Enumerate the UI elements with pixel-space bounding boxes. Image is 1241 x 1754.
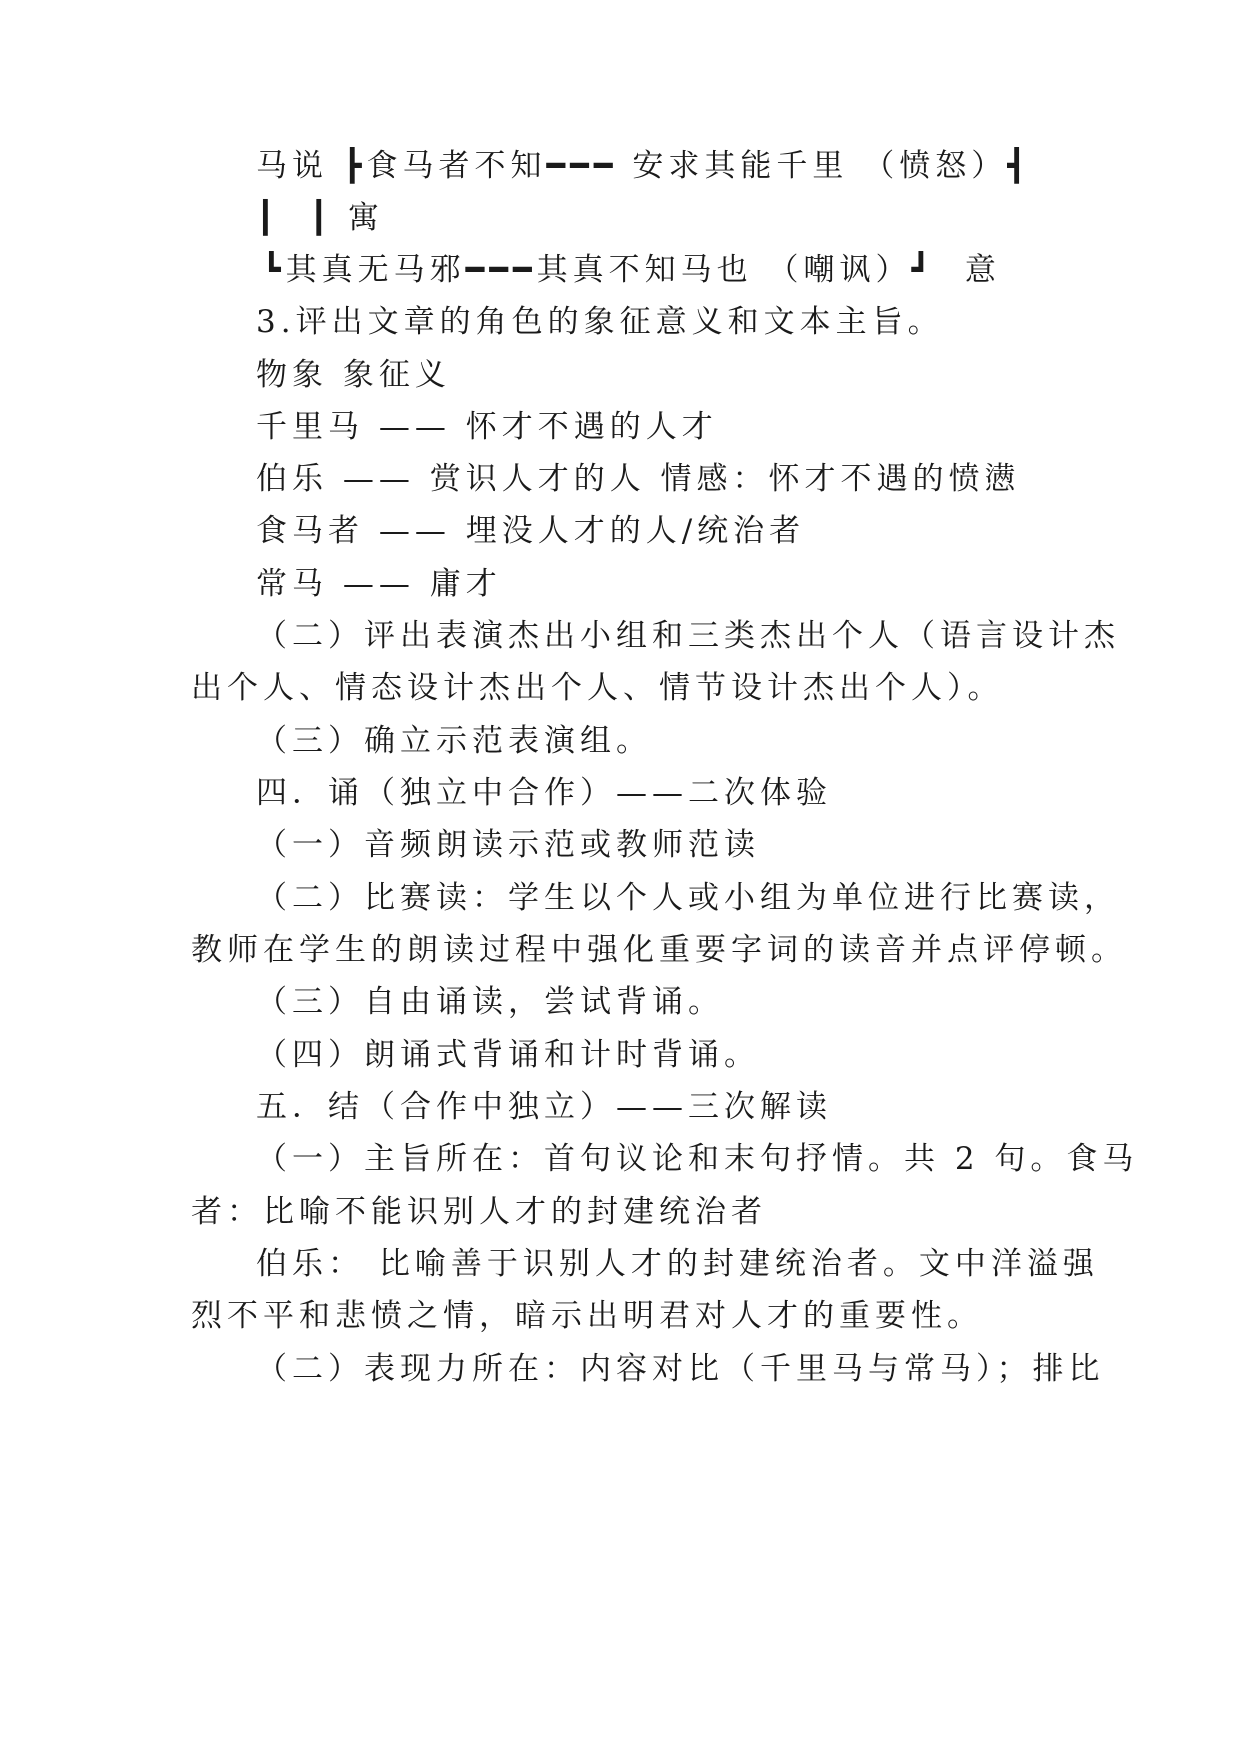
paragraph-line: （一）音频朗读示范或教师范读	[256, 827, 760, 863]
paragraph-line: （三）自由诵读，尝试背诵。	[256, 984, 724, 1020]
paragraph-line: （二）比赛读：学生以个人或小组为单位进行比赛读，	[256, 880, 1120, 916]
symbol-row: 千里马 —— 怀才不遇的人才	[256, 409, 718, 445]
paragraph-line: 烈不平和悲愤之情，暗示出明君对人才的重要性。	[191, 1298, 983, 1334]
paragraph-line: 出个人、情态设计杰出个人、情节设计杰出个人）。	[191, 670, 1004, 706]
section-heading: 五．结（合作中独立）——三次解读	[256, 1089, 832, 1125]
paragraph-line: （一）主旨所在：首句议论和末句抒情。共 2 句。食马	[256, 1141, 1139, 1177]
paragraph-line: （四）朗诵式背诵和计时背诵。	[256, 1037, 760, 1073]
symbol-row: 食马者 —— 埋没人才的人/统治者	[256, 513, 806, 549]
paragraph-line: （三）确立示范表演组。	[256, 723, 652, 759]
table-header: 物象 象征义	[256, 357, 451, 393]
paragraph-line: （二）表现力所在：内容对比（千里马与常马）；排比	[256, 1351, 1105, 1387]
paragraph-line: 者：比喻不能识别人才的封建统治者	[191, 1194, 767, 1230]
structure-diagram-row-1: 马说 ┣食马者不知━━━ 安求其能千里 （愤怒）┫	[256, 148, 1031, 184]
paragraph-line: 伯乐： 比喻善于识别人才的封建统治者。文中洋溢强	[256, 1246, 1099, 1282]
paragraph-line: （二）评出表演杰出小组和三类杰出个人（语言设计杰	[256, 618, 1120, 654]
section-heading: 四．诵（独立中合作）——二次体验	[256, 775, 832, 811]
symbol-row: 常马 —— 庸才	[256, 566, 502, 602]
structure-diagram-row-3: ┗其真无马邪━━━其真不知马也 （嘲讽）┛ 意	[262, 252, 1001, 288]
paragraph-line: 教师在学生的朗读过程中强化重要字词的读音并点评停顿。	[191, 932, 1127, 968]
structure-diagram-row-2: ┃ ┃ 寓	[256, 200, 384, 236]
symbol-row: 伯乐 —— 赏识人才的人 情感：怀才不遇的愤懑	[256, 461, 1021, 497]
section-heading: 3.评出文章的角色的象征意义和文本主旨。	[256, 304, 944, 340]
